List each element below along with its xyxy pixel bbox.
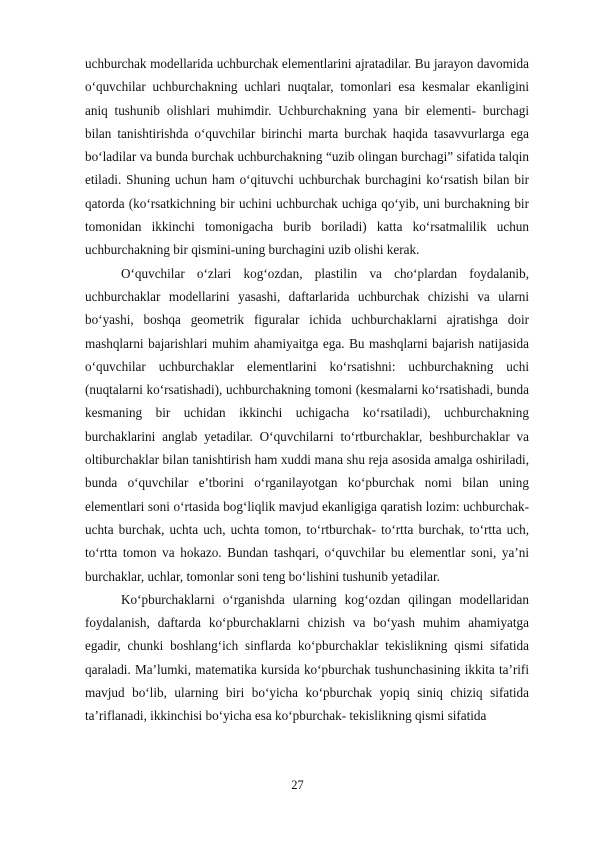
paragraph-1: uchburchak modellarida uchburchak elementlarini ajratadilar. Bu jarayon davomida o‘quvchilar uchburchakning uchlari nuqtalar, tomonlari esa kesmalar ekanligini aniq tushunib olishlari muhimdir. Uchburchakning yana bir elementi- burchagi bilan tanishtirishda o‘quvchilar birinchi marta burchak haqida tasavvurlarga ega bo‘ladilar va bunda burchak uchburchakning “uzib olingan burchagi” sifatida talqin etiladi. Shuning uchun ham o‘qituvchi uchburchak burchagini ko‘rsatish bilan bir qatorda (ko‘rsatkichning bir uchini uchburchak uchiga qo‘yib, uni burchakning bir tomonidan ikkinchi tomonigacha burib boriladi) katta ko‘rsatmalilik uchun uchburchakning bir qismini-uning burchagini uzib olishi kerak. <box>85 56 529 258</box>
paragraph-3: Ko‘pburchaklarni o‘rganishda ularning kog‘ozdan qilingan modellaridan foydalanish, daftarda ko‘pburchaklarni chizish va bo‘yash muhim ahamiyatga egadir, chunki boshlang‘ich sinflarda ko‘pburchaklar tekislikning qismi sifatida qaraladi. Ma’lumki, matematika kursida ko‘pburchak tushunchasining ikkita ta’rifi mavjud bo‘lib, ularning biri bo‘yicha ko‘pburchak yopiq siniq chiziq sifatida ta’riflanadi, ikkinchisi bo‘yicha esa ko‘pburchak- tekislikning qismi sifatida <box>85 591 529 724</box>
page-number: 27 <box>291 778 304 792</box>
page-body <box>85 52 529 728</box>
paragraph-2: O‘quvchilar o‘zlari kog‘ozdan, plastilin va cho‘plardan foydalanib, uchburchaklar modellarini yasashi, daftarlarida uchburchak chizishi va ularni bo‘yashi, boshqa geometrik figuralar ichida uchburchaklarni ajratishga doir mashqlarni bajarishlari muhim ahamiyaitga ega. Bu mashqlarni bajarish natijasida o‘quvchilar uchburchaklar elementlarini ko‘rsatishni: uchburchakning uchi (nuqtalarni ko‘rsatishadi), uchburchakning tomoni (kesmalarni ko‘rsatishadi, bunda kesmaning bir uchidan ikkinchi uchigacha ko‘rsatiladi), uchburchakning burchaklarini anglab yetadilar. O‘quvchilarni to‘rtburchaklar, beshburchaklar va oltiburchaklar bilan tanishtirish ham xuddi mana shu reja asosida amalga oshiriladi, bunda o‘quvchilar e’tborini o‘rganilayotgan ko‘pburchak nomi bilan uning elementlari soni o‘rtasida bog‘liqlik mavjud ekanligiga qaratish lozim: uchburchak-uchta burchak, uchta uch, uchta tomon, to‘rtburchak- to‘rtta burchak, to‘rtta uch, to‘rtta tomon va hokazo. Bundan tashqari, o‘quvchilar bu elementlar soni, ya’ni burchaklar, uchlar, tomonlar soni teng bo‘lishini tushunib yetadilar. <box>85 265 529 584</box>
